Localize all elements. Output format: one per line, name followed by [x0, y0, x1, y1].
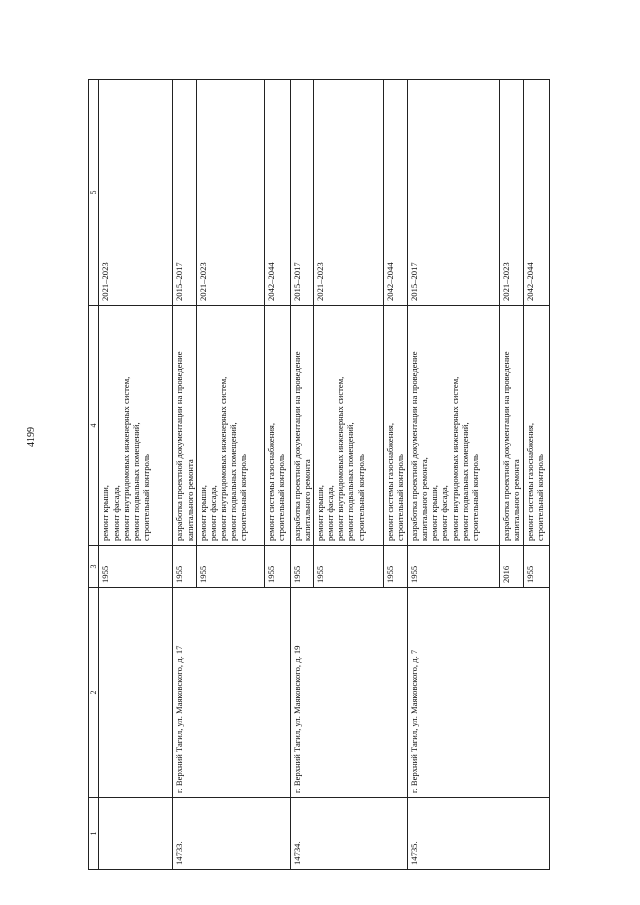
- period-cell: 2015–2017: [290, 80, 313, 306]
- works-cell: разработка проектной документации на проведение капитального ремонта: [500, 306, 524, 546]
- period-cell: 2015–2017: [173, 80, 196, 306]
- address-cell: г. Верхний Тагил, ул. Маяковского, д. 7: [408, 588, 550, 798]
- works-cell: ремонт системы газоснабжения, строительный контроль: [264, 306, 290, 546]
- works-cell: ремонт системы газоснабжения, строительный контроль: [524, 306, 550, 546]
- year-cell: 1955: [524, 546, 550, 588]
- row-number: 14734.: [290, 798, 407, 870]
- works-cell: ремонт системы газоснабжения, строительный контроль: [384, 306, 408, 546]
- row-number: [99, 798, 173, 870]
- address-cell: г. Верхний Тагил, ул. Маяковского, д. 19: [290, 588, 407, 798]
- repair-schedule-table: [88, 79, 550, 870]
- table-row: [173, 80, 196, 870]
- works-cell: ремонт крыши, ремонт фасада, ремонт внутридомовых инженерных систем, ремонт подвальных помещений, строительный контроль: [99, 306, 173, 546]
- period-cell: 2021–2023: [314, 80, 384, 306]
- period-cell: 2042–2044: [264, 80, 290, 306]
- year-cell: 1955: [384, 546, 408, 588]
- address-cell: г. Верхний Тагил, ул. Маяковского, д. 17: [173, 588, 290, 798]
- address-cell: [99, 588, 173, 798]
- header-cell: 1: [89, 798, 99, 870]
- year-cell: 1955: [264, 546, 290, 588]
- period-cell: 2021–2023: [500, 80, 524, 306]
- header-cell: 4: [89, 306, 99, 546]
- period-cell: 2021–2023: [196, 80, 264, 306]
- works-cell: ремонт крыши, ремонт фасада, ремонт внутридомовых инженерных систем, ремонт подвальных помещений, строительный контроль: [314, 306, 384, 546]
- year-cell: 1955: [290, 546, 313, 588]
- header-cell: 3: [89, 546, 99, 588]
- year-cell: 1955: [99, 546, 173, 588]
- year-cell: 1955: [196, 546, 264, 588]
- table-row: [99, 80, 173, 870]
- table-row: [290, 80, 313, 870]
- header-cell: 2: [89, 588, 99, 798]
- table-row: [408, 80, 500, 870]
- period-cell: 2015–2017: [408, 80, 500, 306]
- works-cell: ремонт крыши, ремонт фасада, ремонт внутридомовых инженерных систем, ремонт подвальных помещений, строительный контроль: [196, 306, 264, 546]
- works-cell: разработка проектной документации на проведение капитального ремонта, ремонт крыши, ремонт фасада, ремонт внутридомовых инженерных систем, ремонт подвальных помещений, строительный контроль: [408, 306, 500, 546]
- period-cell: 2042–2044: [524, 80, 550, 306]
- works-cell: разработка проектной документации на проведение капитального ремонта: [173, 306, 196, 546]
- rotated-table-container: [88, 80, 546, 870]
- header-row: [89, 80, 99, 870]
- header-cell: 5: [89, 80, 99, 306]
- works-cell: разработка проектной документации на проведение капитального ремонта: [290, 306, 313, 546]
- period-cell: 2021–2023: [99, 80, 173, 306]
- row-number: 14733.: [173, 798, 290, 870]
- page-number: 4199: [26, 427, 37, 447]
- year-cell: 1955: [314, 546, 384, 588]
- year-cell: 1955: [408, 546, 500, 588]
- year-cell: 1955: [173, 546, 196, 588]
- period-cell: 2042–2044: [384, 80, 408, 306]
- year-cell: 2016: [500, 546, 524, 588]
- row-number: 14735.: [408, 798, 550, 870]
